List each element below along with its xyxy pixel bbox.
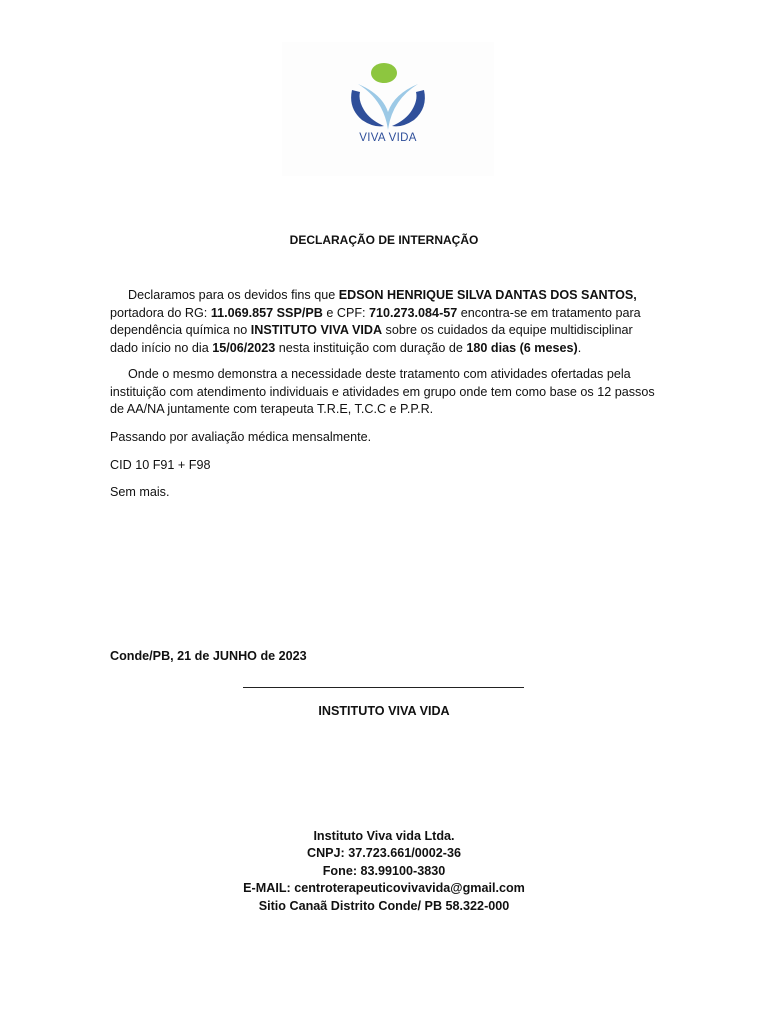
paragraph-text: portadora do RG:	[110, 305, 211, 320]
footer-company: Instituto Viva vida Ltda.	[313, 829, 455, 843]
logo-text: VIVA VIDA	[359, 132, 417, 144]
evaluation-line: Passando por avaliação médica mensalmente.	[110, 430, 372, 444]
cpf-number: 710.273.084-57	[369, 305, 458, 320]
paragraph-declaration	[110, 287, 658, 357]
institute-name: INSTITUTO VIVA VIDA	[250, 323, 383, 338]
paragraph-text: Declaramos para os devidos fins que	[128, 288, 339, 302]
paragraph-text: sobre os cuidados da equipe multidisciplinar dado início no dia	[110, 323, 633, 355]
paragraph-text: encontra-se em tratamento para dependência química no	[110, 305, 641, 338]
paragraph-text: e CPF:	[322, 305, 370, 320]
footer-address: Sitio Canaã Distrito Conde/ PB 58.322-000	[258, 898, 510, 913]
footer-phone: Fone: 83.99100-3830	[322, 863, 446, 878]
paragraph-text: Onde o mesmo demonstra a necessidade deste tratamento com atividades ofertadas pela instituição com atendimento individuais e atividades em grupo onde tem como base os 12 passos de AA/NA juntamente com terapeuta T.R.E, T.C.C e P.P.R.	[110, 367, 655, 417]
duration: 180 dias (6 meses)	[466, 340, 578, 355]
hands-heart-logo-icon	[344, 60, 432, 132]
paragraph-treatment	[110, 366, 658, 419]
start-date: 15/06/2023	[212, 340, 276, 355]
footer	[0, 828, 768, 915]
closing-line: Sem mais.	[110, 485, 170, 499]
paragraph-text: nesta instituição com duração de	[275, 340, 467, 355]
place-date: Conde/PB, 21 de JUNHO de 2023	[110, 649, 307, 663]
rg-number: 11.069.857 SSP/PB	[210, 305, 323, 320]
footer-cnpj: CNPJ: 37.723.661/0002-36	[306, 846, 462, 861]
signature-line	[243, 687, 524, 688]
document-title: DECLARAÇÃO DE INTERNAÇÃO	[289, 233, 479, 247]
logo	[282, 42, 494, 176]
paragraph-text: .	[577, 340, 582, 355]
signature-name: INSTITUTO VIVA VIDA	[318, 704, 450, 718]
cid-line: CID 10 F91 + F98	[110, 458, 211, 472]
patient-name: EDSON HENRIQUE SILVA DANTAS DOS SANTOS,	[338, 288, 637, 302]
footer-email: E-MAIL: centroterapeuticovivavida@gmail.com	[243, 881, 525, 896]
